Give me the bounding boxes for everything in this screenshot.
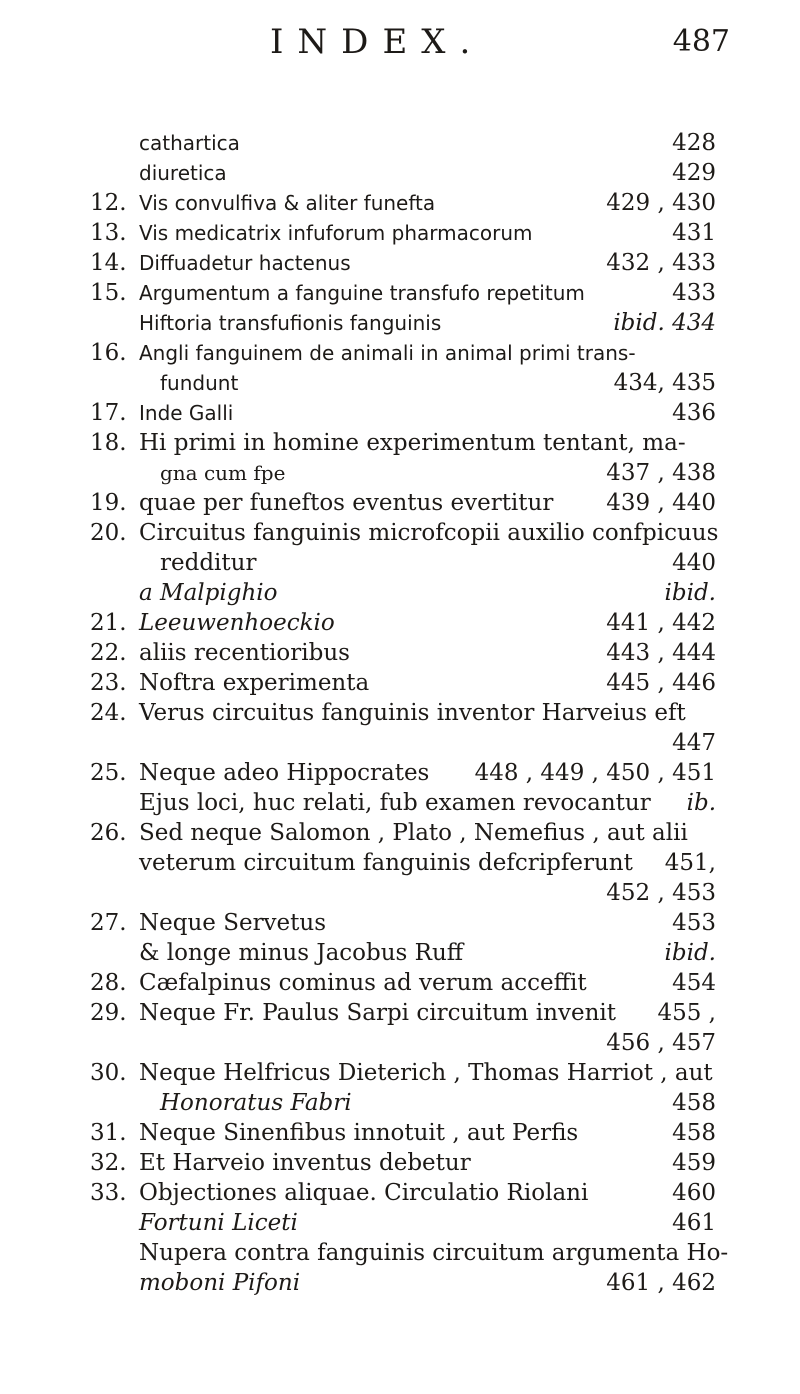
entry-pages: 429 , 430 [606, 190, 716, 216]
index-line [0, 607, 800, 639]
entry-pages: 453 [672, 910, 716, 936]
entry-text: gna cum fpe [160, 461, 286, 485]
entry-pages: 459 [672, 1150, 716, 1176]
index-line [0, 1177, 800, 1209]
index-line [0, 847, 800, 879]
entry-number: 26. [90, 820, 127, 846]
entry-pages: 440 [672, 550, 716, 576]
index-line [0, 427, 800, 459]
index-line [0, 877, 800, 909]
entry-pages: 428 [672, 130, 716, 156]
entry-text: Diffuadetur hactenus [139, 251, 351, 275]
entry-text: Ejus loci, huc relati, fub examen revocantur [139, 790, 651, 816]
index-line [0, 337, 800, 369]
entry-text: Vis medicatrix infuforum pharmacorum [139, 221, 533, 245]
entry-text: Fortuni Liceti [139, 1210, 298, 1236]
entry-text: Cæfalpinus cominus ad verum acceffit [139, 970, 587, 996]
entry-number: 19. [90, 490, 127, 516]
index-line [0, 157, 800, 189]
entry-text: Sed neque Salomon , Plato , Nemefius , aut alii [139, 820, 688, 846]
index-line [0, 817, 800, 849]
entry-pages: 454 [672, 970, 716, 996]
entry-text: Neque Fr. Paulus Sarpi circuitum invenit [139, 1000, 616, 1026]
entry-pages: 451, [664, 850, 716, 876]
page-number: 487 [672, 24, 730, 59]
entry-pages: 441 , 442 [606, 610, 716, 636]
index-line [0, 637, 800, 669]
entry-pages: 460 [672, 1180, 716, 1206]
entry-number: 23. [90, 670, 127, 696]
entry-number: 33. [90, 1180, 127, 1206]
entry-number: 12. [90, 190, 127, 216]
entry-number: 18. [90, 430, 127, 456]
index-line [0, 247, 800, 279]
entry-pages: 458 [672, 1120, 716, 1146]
entry-text: Vis convulfiva & aliter funefta [139, 191, 436, 215]
index-line [0, 577, 800, 609]
entry-text: Objectiones aliquae. Circulatio Riolani [139, 1180, 589, 1206]
index-line [0, 517, 800, 549]
entry-text: Verus circuitus fanguinis inventor Harveius eft [139, 700, 686, 726]
index-line [0, 1087, 800, 1119]
entry-text: veterum circuitum fanguinis defcripferunt [139, 850, 633, 876]
index-line [0, 697, 800, 729]
index-line [0, 367, 800, 399]
entry-text: Neque adeo Hippocrates [139, 760, 430, 786]
entry-text: Neque Servetus [139, 910, 327, 936]
index-line [0, 997, 800, 1029]
entry-text: moboni Pifoni [139, 1270, 301, 1296]
entry-pages: ibid. 434 [613, 310, 716, 336]
entry-pages: 461 , 462 [606, 1270, 716, 1296]
entry-text: Argumentum a fanguine transfufo repetitum [139, 281, 585, 305]
index-line [0, 1027, 800, 1059]
entry-pages: 433 [672, 280, 716, 306]
entry-pages: 447 [672, 730, 716, 756]
entry-number: 20. [90, 520, 127, 546]
entry-number: 29. [90, 1000, 127, 1026]
entry-pages: 443 , 444 [606, 640, 716, 666]
entry-text: aliis recentioribus [139, 640, 350, 666]
entry-pages: 461 [672, 1210, 716, 1236]
entry-pages: 445 , 446 [606, 670, 716, 696]
entry-number: 22. [90, 640, 127, 666]
entry-number: 13. [90, 220, 127, 246]
entry-text: cathartica [139, 131, 240, 155]
entry-number: 31. [90, 1120, 127, 1146]
entry-pages: ib. [686, 790, 716, 816]
entry-text: diuretica [139, 161, 227, 185]
index-line [0, 1057, 800, 1089]
entry-pages: 429 [672, 160, 716, 186]
index-line [0, 1237, 800, 1269]
index-line [0, 757, 800, 789]
entry-number: 24. [90, 700, 127, 726]
entry-number: 28. [90, 970, 127, 996]
index-line [0, 187, 800, 219]
entry-pages: ibid. [664, 940, 716, 966]
entry-text: Honoratus Fabri [160, 1090, 352, 1116]
entry-pages: 436 [672, 400, 716, 426]
index-line [0, 1147, 800, 1179]
index-line [0, 277, 800, 309]
entry-text: Hiftoria transfufionis fanguinis [139, 311, 442, 335]
entry-pages: 455 , [657, 1000, 716, 1026]
entry-pages: ibid. [664, 580, 716, 606]
index-line [0, 1267, 800, 1299]
index-line [0, 937, 800, 969]
entry-pages: 452 , 453 [606, 880, 716, 906]
index-line [0, 1207, 800, 1239]
index-line [0, 127, 800, 159]
entry-text: fundunt [160, 371, 239, 395]
entry-number: 27. [90, 910, 127, 936]
entry-pages: 439 , 440 [606, 490, 716, 516]
entry-text: Neque Sinenfibus innotuit , aut Perfis [139, 1120, 579, 1146]
entry-text: Inde Galli [139, 401, 234, 425]
entry-text: Noftra experimenta [139, 670, 370, 696]
entry-text: Et Harveio inventus debetur [139, 1150, 471, 1176]
entry-number: 15. [90, 280, 127, 306]
index-line [0, 487, 800, 519]
entry-number: 21. [90, 610, 127, 636]
index-line [0, 787, 800, 819]
entry-pages: 437 , 438 [606, 460, 716, 486]
entry-pages: 456 , 457 [606, 1030, 716, 1056]
index-line [0, 727, 800, 759]
entry-number: 30. [90, 1060, 127, 1086]
index-line [0, 907, 800, 939]
entry-text: Nupera contra fanguinis circuitum argumenta Ho- [139, 1240, 729, 1266]
entry-number: 32. [90, 1150, 127, 1176]
entry-text: Angli fanguinem de animali in animal primi trans- [139, 341, 636, 365]
page-title: INDEX. [270, 22, 485, 62]
entry-number: 17. [90, 400, 127, 426]
entry-number: 25. [90, 760, 127, 786]
index-line [0, 307, 800, 339]
index-line [0, 667, 800, 699]
entry-text: Hi primi in homine experimentum tentant, ma- [139, 430, 686, 456]
entry-text: quae per funeftos eventus evertitur [139, 490, 554, 516]
entry-pages: 432 , 433 [606, 250, 716, 276]
index-line [0, 217, 800, 249]
entry-pages: 458 [672, 1090, 716, 1116]
entry-number: 14. [90, 250, 127, 276]
entry-text: Circuitus fanguinis microfcopii auxilio confpicuus [139, 520, 719, 546]
entry-text: Neque Helfricus Dieterich , Thomas Harriot , aut [139, 1060, 713, 1086]
entry-text: & longe minus Jacobus Ruff [139, 940, 464, 966]
index-line [0, 1117, 800, 1149]
entry-number: 16. [90, 340, 127, 366]
entry-text: a Malpighio [139, 580, 278, 606]
entry-text: redditur [160, 550, 257, 576]
entry-pages: 431 [672, 220, 716, 246]
entry-pages: 434, 435 [613, 370, 716, 396]
index-line [0, 967, 800, 999]
entry-pages: 448 , 449 , 450 , 451 [474, 760, 716, 786]
index-line [0, 547, 800, 579]
index-line [0, 397, 800, 429]
entry-text: Leeuwenhoeckio [139, 610, 335, 636]
index-line [0, 457, 800, 489]
